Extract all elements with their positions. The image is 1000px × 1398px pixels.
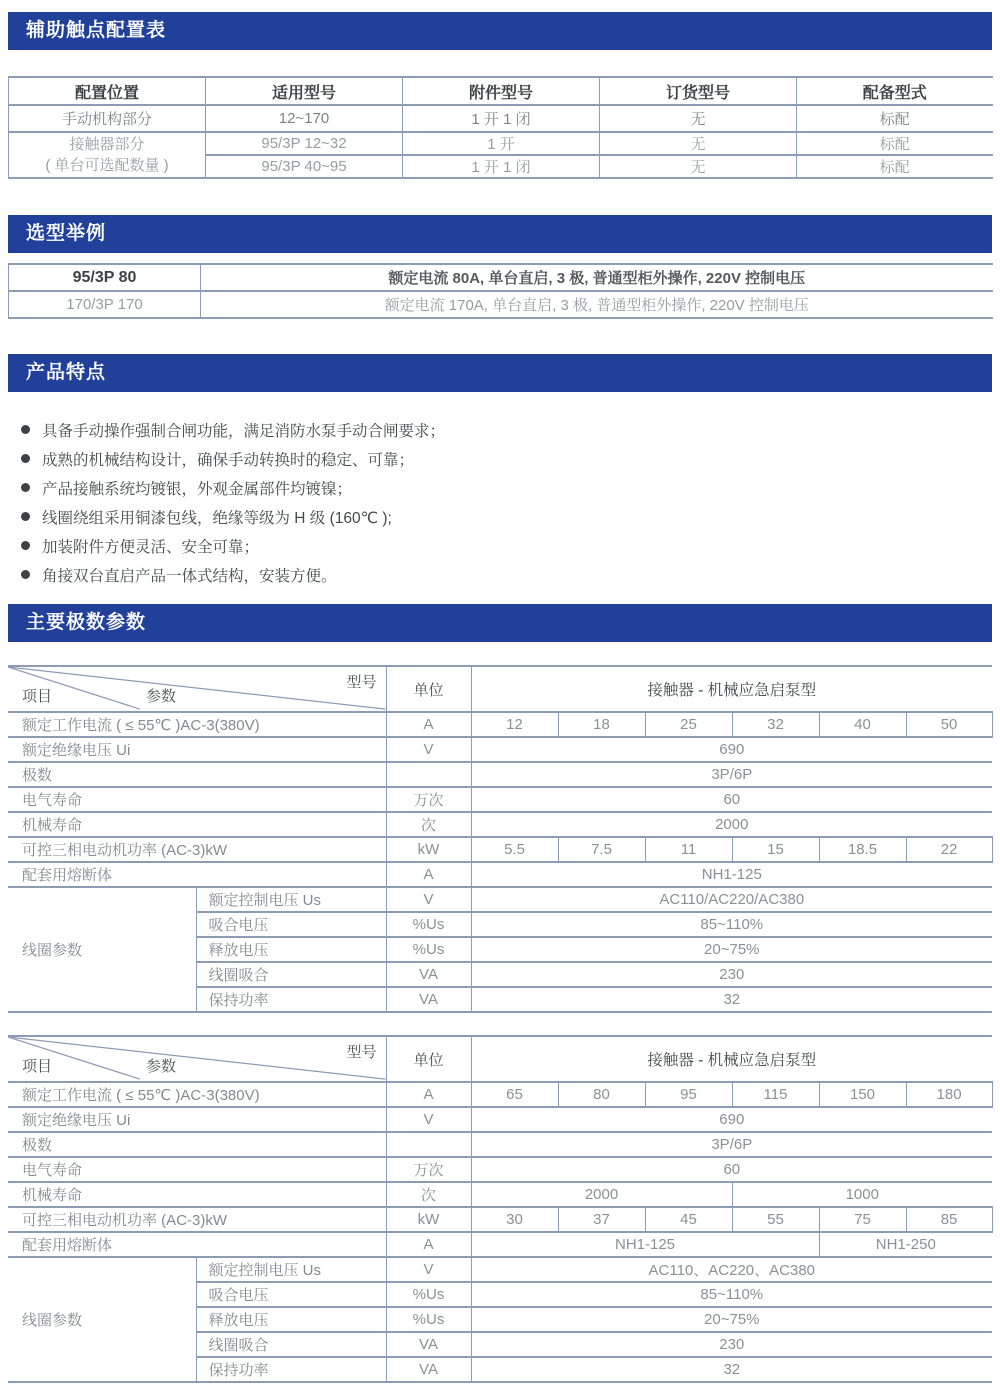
spec-value-cell: 690 — [471, 737, 992, 762]
spec-value-cell: 60 — [471, 787, 992, 812]
corner-label-param: 参数 — [146, 688, 177, 705]
spec-unit-cell: 次 — [386, 1182, 471, 1207]
corner-label-item: 项目 — [22, 1058, 53, 1075]
spec-value-cell: 37 — [558, 1207, 645, 1232]
selection-desc-cell: 额定电流 80A, 单台直启, 3 极, 普通型柜外操作, 220V 控制电压 — [201, 264, 993, 291]
spec-unit-cell: 次 — [386, 812, 471, 837]
spec-unit-cell — [386, 1132, 471, 1157]
spec-value-cell: 20~75% — [471, 1307, 992, 1332]
spec-unit-cell: 万次 — [386, 787, 471, 812]
spec-value-cell: 22 — [906, 837, 992, 862]
aux-contactor-row-a — [9, 132, 993, 155]
coil-sub-label-cell: 保持功率 — [196, 987, 386, 1012]
aux-cell: 标配 — [797, 155, 993, 178]
aux-cell: 95/3P 12~32 — [206, 132, 403, 155]
spec-value-cell: 5.5 — [471, 837, 558, 862]
spec-table-small-frame — [8, 665, 993, 1013]
spec-table-large-frame — [8, 1035, 993, 1383]
spec-value-cell: 115 — [732, 1082, 819, 1107]
spec-unit-cell: %Us — [386, 1282, 471, 1307]
coil-sub-label-cell: 释放电压 — [196, 937, 386, 962]
spec-unit-cell: V — [386, 737, 471, 762]
aux-cell: 95/3P 40~95 — [206, 155, 403, 178]
spec-label-cell: 额定绝缘电压 Ui — [8, 1107, 386, 1132]
bullet-icon — [21, 454, 30, 463]
diagonal-lines — [8, 667, 386, 711]
spec-unit-cell: VA — [386, 1357, 471, 1382]
aux-cell: 无 — [600, 132, 797, 155]
aux-contactor-label-cell — [9, 132, 206, 178]
bullet-icon — [21, 541, 30, 550]
selection-row — [9, 264, 993, 291]
spec-unit-cell: A — [386, 862, 471, 887]
spec-row-insulation-voltage — [8, 1107, 992, 1132]
coil-sub-label-cell: 吸合电压 — [196, 1282, 386, 1307]
feature-text: 成熟的机械结构设计，确保手动转换时的稳定、可靠； — [42, 451, 415, 469]
spec-label-cell: 机械寿命 — [8, 812, 386, 837]
spec-value-cell: 85~110% — [471, 1282, 992, 1307]
spec-label-cell: 额定工作电流 ( ≤ 55℃ )AC-3(380V) — [8, 1082, 386, 1107]
spec-value-cell: AC110、AC220、AC380 — [471, 1257, 992, 1282]
spec-value-cell: 85 — [906, 1207, 992, 1232]
spec-unit-cell: V — [386, 1257, 471, 1282]
spec-unit-cell: V — [386, 887, 471, 912]
spec-value-cell: 12 — [471, 712, 558, 737]
spec-unit-cell: 万次 — [386, 1157, 471, 1182]
spec-row-mechanical-life — [8, 812, 992, 837]
spec-row-fuse — [8, 862, 992, 887]
spec-value-cell: 690 — [471, 1107, 992, 1132]
spec-unit-cell: A — [386, 712, 471, 737]
selection-model-cell: 95/3P 80 — [9, 264, 201, 291]
spec-label-cell: 电气寿命 — [8, 787, 386, 812]
feature-item — [8, 531, 992, 560]
spec-value-cell: 230 — [471, 962, 992, 987]
spec-unit-cell: A — [386, 1082, 471, 1107]
aux-cell: 标配 — [797, 132, 993, 155]
spec-row-insulation-voltage — [8, 737, 992, 762]
spec-header-row — [8, 1036, 992, 1082]
spec-value-cell: 40 — [819, 712, 906, 737]
aux-cell: 无 — [600, 155, 797, 178]
spec-value-cell: 50 — [906, 712, 992, 737]
spec-value-cell: 85~110% — [471, 912, 992, 937]
spec-unit-cell: V — [386, 1107, 471, 1132]
spec-label-cell: 配套用熔断体 — [8, 862, 386, 887]
selection-desc-cell: 额定电流 170A, 单台直启, 3 极, 普通型柜外操作, 220V 控制电压 — [201, 291, 993, 318]
spec-value-cell: 1000 — [732, 1182, 992, 1207]
spec-value-cell: 15 — [732, 837, 819, 862]
bullet-icon — [21, 483, 30, 492]
spec-value-cell: 25 — [645, 712, 732, 737]
corner-label-item: 项目 — [22, 688, 53, 705]
feature-text: 具备手动操作强制合闸功能，满足消防水泵手动合闸要求； — [42, 422, 446, 440]
spec-value-cell: AC110/AC220/AC380 — [471, 887, 992, 912]
coil-group-cell: 线圈参数 — [8, 1257, 196, 1382]
spec-value-cell: 30 — [471, 1207, 558, 1232]
spec-label-cell: 额定绝缘电压 Ui — [8, 737, 386, 762]
spec-unit-cell: VA — [386, 962, 471, 987]
spec-label-cell: 可控三相电动机功率 (AC-3)kW — [8, 837, 386, 862]
aux-cell: 手动机构部分 — [9, 105, 206, 132]
spec-row-coil-control-voltage — [8, 887, 992, 912]
aux-cell: 标配 — [797, 105, 993, 132]
spec-value-cell: 60 — [471, 1157, 992, 1182]
diagonal-header-cell — [8, 666, 386, 712]
spec-row-rated-current — [8, 712, 992, 737]
spec-value-cell: 150 — [819, 1082, 906, 1107]
spec-row-motor-power — [8, 1207, 992, 1232]
spec-value-cell: 80 — [558, 1082, 645, 1107]
corner-label-model: 型号 — [346, 674, 377, 691]
spec-unit-cell: VA — [386, 1332, 471, 1357]
coil-sub-label-cell: 保持功率 — [196, 1357, 386, 1382]
section-title-selection-examples: 选型举例 — [8, 215, 992, 253]
feature-item — [8, 444, 992, 473]
spec-value-cell: NH1-250 — [819, 1232, 992, 1257]
spec-unit-cell: %Us — [386, 912, 471, 937]
spec-value-cell: 65 — [471, 1082, 558, 1107]
corner-label-param: 参数 — [146, 1058, 177, 1075]
corner-label-model: 型号 — [346, 1044, 377, 1061]
spec-value-cell: 55 — [732, 1207, 819, 1232]
coil-sub-label-cell: 线圈吸合 — [196, 962, 386, 987]
spec-value-cell: 180 — [906, 1082, 992, 1107]
feature-item — [8, 560, 992, 589]
spec-value-cell: 230 — [471, 1332, 992, 1357]
aux-cell: 无 — [600, 105, 797, 132]
spec-value-cell: NH1-125 — [471, 862, 992, 887]
spec-value-cell: 32 — [471, 1357, 992, 1382]
aux-cell: 1 开 — [403, 132, 600, 155]
spec-value-cell: 18 — [558, 712, 645, 737]
spec-label-cell: 电气寿命 — [8, 1157, 386, 1182]
aux-cell: 12~170 — [206, 105, 403, 132]
spec-value-cell: 2000 — [471, 812, 992, 837]
spec-unit-cell: A — [386, 1232, 471, 1257]
spec-value-cell: 18.5 — [819, 837, 906, 862]
spec-value-cell: NH1-125 — [471, 1232, 819, 1257]
spec-label-cell: 极数 — [8, 1132, 386, 1157]
section-title-aux-contacts: 辅助触点配置表 — [8, 12, 992, 50]
spec-row-electrical-life — [8, 787, 992, 812]
spec-value-cell: 3P/6P — [471, 1132, 992, 1157]
spec-label-cell: 配套用熔断体 — [8, 1232, 386, 1257]
spec-row-fuse — [8, 1232, 992, 1257]
aux-contactor-label-line1: 接触器部分 — [69, 136, 145, 153]
aux-col-header: 配备型式 — [797, 77, 993, 105]
aux-col-header: 订货型号 — [600, 77, 797, 105]
spec-value-cell: 3P/6P — [471, 762, 992, 787]
spec-row-poles — [8, 762, 992, 787]
aux-col-header: 适用型号 — [206, 77, 403, 105]
spec-value-cell: 2000 — [471, 1182, 732, 1207]
spec-unit-cell — [386, 762, 471, 787]
spec-value-cell: 11 — [645, 837, 732, 862]
spec-label-cell: 额定工作电流 ( ≤ 55℃ )AC-3(380V) — [8, 712, 386, 737]
spec-value-cell: 75 — [819, 1207, 906, 1232]
spec-value-cell: 45 — [645, 1207, 732, 1232]
selection-example-table — [8, 263, 993, 319]
aux-col-header: 附件型号 — [403, 77, 600, 105]
spec-unit-cell: kW — [386, 1207, 471, 1232]
coil-sub-label-cell: 吸合电压 — [196, 912, 386, 937]
spec-value-cell: 32 — [732, 712, 819, 737]
spec-label-cell: 机械寿命 — [8, 1182, 386, 1207]
feature-item — [8, 473, 992, 502]
model-group-header: 接触器 - 机械应急启泵型 — [471, 666, 992, 712]
feature-text: 加装附件方便灵活、安全可靠； — [42, 538, 260, 556]
aux-manual-row — [9, 105, 993, 132]
aux-cell: 1 开 1 闭 — [403, 105, 600, 132]
spec-value-cell: 95 — [645, 1082, 732, 1107]
feature-list — [8, 415, 992, 589]
coil-sub-label-cell: 额定控制电压 Us — [196, 1257, 386, 1282]
spec-value-cell: 7.5 — [558, 837, 645, 862]
aux-header-row — [9, 77, 993, 105]
spec-header-row — [8, 666, 992, 712]
selection-row — [9, 291, 993, 318]
diagonal-lines — [8, 1037, 386, 1081]
feature-text: 线圈绕组采用铜漆包线，绝缘等级为 H 级 (160℃ ); — [42, 509, 392, 527]
unit-col-header: 单位 — [386, 666, 471, 712]
spec-label-cell: 极数 — [8, 762, 386, 787]
section-title-product-features: 产品特点 — [8, 354, 992, 392]
spec-row-electrical-life — [8, 1157, 992, 1182]
coil-sub-label-cell: 额定控制电压 Us — [196, 887, 386, 912]
spec-unit-cell: VA — [386, 987, 471, 1012]
section-title-main-parameters: 主要极数参数 — [8, 604, 992, 642]
selection-model-cell: 170/3P 170 — [9, 291, 201, 318]
spec-value-cell: 32 — [471, 987, 992, 1012]
aux-col-header: 配置位置 — [9, 77, 206, 105]
spec-unit-cell: %Us — [386, 937, 471, 962]
spec-row-coil-control-voltage — [8, 1257, 992, 1282]
spec-row-poles — [8, 1132, 992, 1157]
feature-item — [8, 415, 992, 444]
aux-contactor-label-line2: ( 单台可选配数量 ) — [45, 157, 169, 174]
coil-sub-label-cell: 释放电压 — [196, 1307, 386, 1332]
diagonal-header-cell — [8, 1036, 386, 1082]
coil-sub-label-cell: 线圈吸合 — [196, 1332, 386, 1357]
model-group-header: 接触器 - 机械应急启泵型 — [471, 1036, 992, 1082]
spec-label-cell: 可控三相电动机功率 (AC-3)kW — [8, 1207, 386, 1232]
spec-value-cell: 20~75% — [471, 937, 992, 962]
feature-text: 产品接触系统均镀银，外观金属部件均镀镍； — [42, 480, 353, 498]
spec-row-mechanical-life — [8, 1182, 992, 1207]
spec-unit-cell: kW — [386, 837, 471, 862]
spec-row-rated-current — [8, 1082, 992, 1107]
coil-group-cell: 线圈参数 — [8, 887, 196, 1012]
spec-unit-cell: %Us — [386, 1307, 471, 1332]
bullet-icon — [21, 570, 30, 579]
unit-col-header: 单位 — [386, 1036, 471, 1082]
aux-cell: 1 开 1 闭 — [403, 155, 600, 178]
feature-text: 角接双台直启产品一体式结构，安装方便。 — [42, 567, 337, 585]
datasheet-page — [0, 12, 1000, 1398]
bullet-icon — [21, 512, 30, 521]
bullet-icon — [21, 425, 30, 434]
aux-contact-table — [8, 76, 993, 179]
feature-item — [8, 502, 992, 531]
spec-row-motor-power — [8, 837, 992, 862]
